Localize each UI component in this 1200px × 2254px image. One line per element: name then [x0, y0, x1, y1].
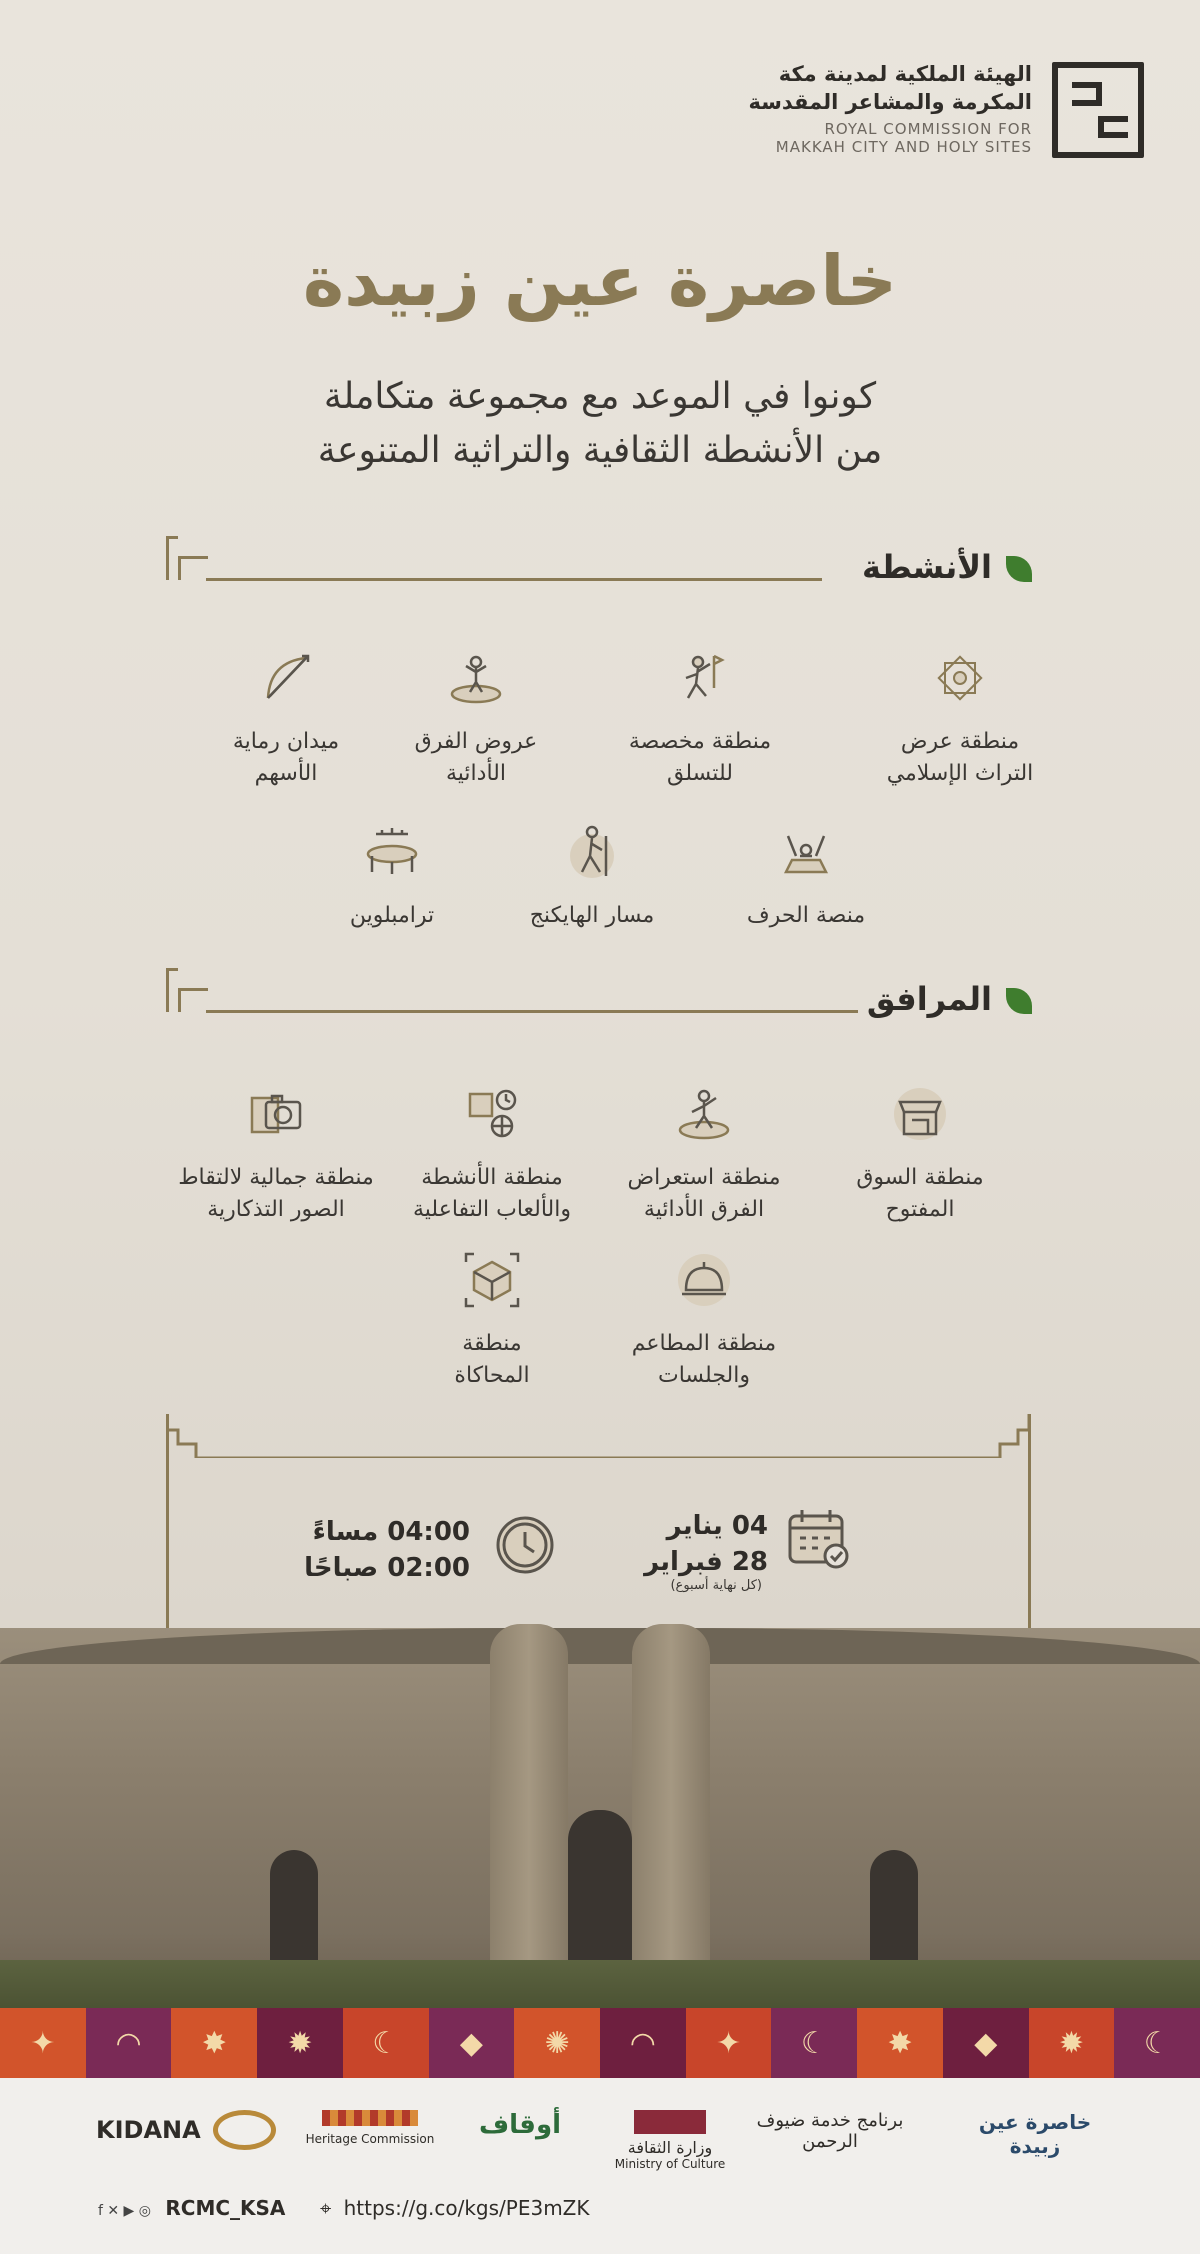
schedule-times: 04:00 مساءً 02:00 صباحًا — [304, 1517, 470, 1583]
crafts-icon — [776, 822, 836, 882]
page-title: خاصرة عين زبيدة — [302, 240, 898, 322]
clock-icon — [494, 1514, 556, 1576]
facility-item-show-area: منطقة استعراض الفرق الأدائية — [604, 1084, 804, 1226]
org-name-english: ROYAL COMMISSION FOR MAKKAH CITY AND HOLY SITES — [775, 120, 1032, 156]
decorative-pattern-band: ✦ ◠ ✸ ✹ ☾ ◆ ✺ ◠ ✦ ☾ ✸ ◆ ✹ ☾ — [0, 2008, 1200, 2078]
map-link[interactable]: ⌖ https://g.co/kgs/PE3mZK — [320, 2196, 590, 2220]
trampoline-icon — [362, 822, 422, 882]
logo-awqaf: أوقاف — [478, 2110, 562, 2140]
camera-icon — [246, 1084, 306, 1144]
schedule-frame-top — [166, 1414, 1030, 1458]
islamic-star-icon — [930, 648, 990, 708]
page-subtitle: كونوا في الموعد مع مجموعة متكاملة من الأنشطة الثقافية والتراثية المتنوعة — [317, 376, 883, 471]
org-name-arabic: الهيئة الملكية لمدينة مكة المكرمة والمشاعر المقدسة — [748, 62, 1032, 114]
section-stair-step — [178, 988, 208, 1012]
section-divider — [206, 1010, 858, 1013]
social-icons: f ✕ ▶ ◎ — [98, 2203, 151, 2219]
section-divider — [206, 578, 822, 581]
section-stair-ornament — [166, 968, 178, 1012]
footer — [0, 2078, 1200, 2254]
calendar-icon — [786, 1508, 852, 1570]
activity-item-crafts: منصة الحرف — [706, 822, 906, 932]
games-icon — [462, 1084, 522, 1144]
market-icon — [890, 1084, 950, 1144]
location-pin-icon: ⌖ — [320, 2196, 332, 2220]
schedule-dates: 04 يناير 28 فبراير — [644, 1511, 768, 1577]
activity-item-islamic-heritage: منطقة عرض التراث الإسلامي — [860, 648, 1060, 790]
social-handle[interactable]: f ✕ ▶ ◎ RCMC_KSA — [98, 2196, 286, 2220]
show-icon — [674, 1084, 734, 1144]
section-stair-ornament — [166, 536, 178, 580]
facility-item-simulation: منطقة المحاكاة — [392, 1250, 592, 1392]
facilities-heading: المرافق — [866, 980, 992, 1018]
fort-tower-right — [632, 1624, 710, 2008]
fort-arch-right — [870, 1850, 918, 1970]
schedule-note: (كل نهاية أسبوع) — [670, 1578, 762, 1593]
section-stair-step — [178, 556, 208, 580]
rcmc-logo — [1052, 62, 1144, 158]
simulation-icon — [462, 1250, 522, 1310]
fort-arch-left — [270, 1850, 318, 1970]
logo-khasirat-ain-zubaida: خاصرة عين زبيدة — [978, 2110, 1092, 2158]
fort-grass — [0, 1960, 1200, 2010]
archery-icon — [256, 648, 316, 708]
activities-heading: الأنشطة — [862, 548, 992, 586]
logo-kidana: KIDANA — [96, 2110, 276, 2150]
activity-item-climbing: منطقة مخصصة للتسلق — [600, 648, 800, 790]
fort-tower-left — [490, 1624, 568, 2008]
logo-ministry-of-culture: وزارة الثقافة Ministry of Culture — [610, 2110, 730, 2171]
activity-item-trampoline: ترامبلوين — [292, 822, 492, 932]
dining-icon — [674, 1250, 734, 1310]
climbing-icon — [670, 648, 730, 708]
logo-guests-of-rahman: برنامج خدمة ضيوف الرحمن — [756, 2110, 904, 2152]
schedule-frame-left — [166, 1414, 169, 1642]
facility-item-dining: منطقة المطاعم والجلسات — [604, 1250, 804, 1392]
schedule-frame-right — [1028, 1414, 1031, 1642]
facility-item-interactive-games: منطقة الأنشطة والألعاب التفاعلية — [392, 1084, 592, 1226]
facility-item-photo-spot: منطقة جمالية لالتقاط الصور التذكارية — [176, 1084, 376, 1226]
logo-heritage-commission: Heritage Commission — [300, 2110, 440, 2146]
activity-item-performances: عروض الفرق الأدائية — [376, 648, 576, 790]
performance-icon — [446, 648, 506, 708]
activity-item-archery: ميدان رماية الأسهم — [186, 648, 386, 790]
activity-item-hiking: مسار الهايكنج — [492, 822, 692, 932]
hiking-icon — [562, 822, 622, 882]
facility-item-market: منطقة السوق المفتوح — [820, 1084, 1020, 1226]
